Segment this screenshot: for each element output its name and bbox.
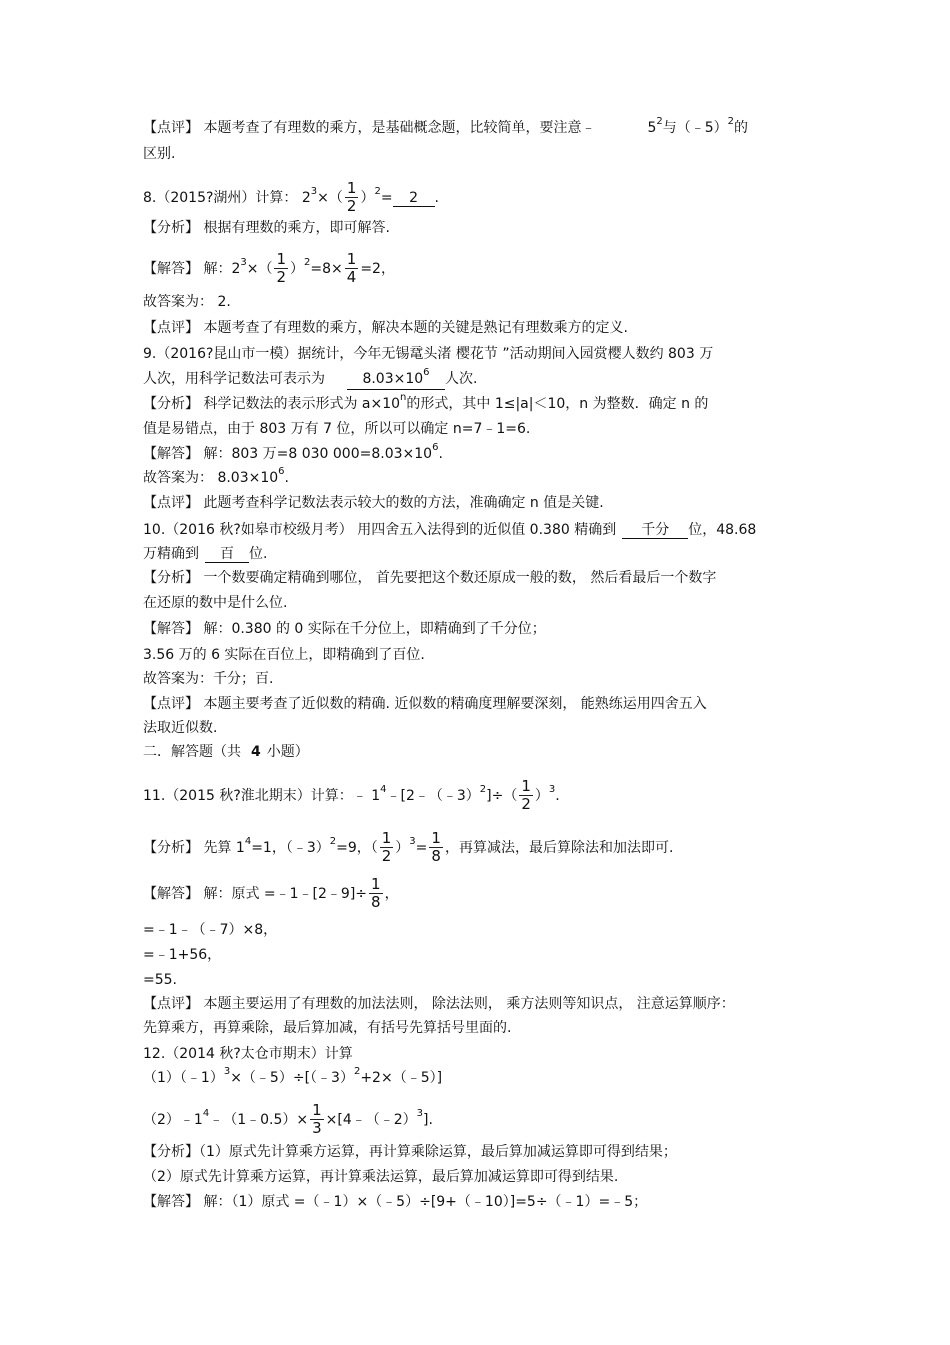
- answer-blank: [347, 367, 445, 390]
- text: 【点评】 本题主要考查了近似数的精确. 近似数的精确度理解要深刻， 能熟练运用四舍五入: [143, 696, 707, 712]
- text: ].: [423, 1111, 433, 1128]
- text: 小题）: [266, 744, 309, 760]
- fraction: [345, 251, 359, 286]
- fraction: [310, 1102, 324, 1137]
- superscript: 2: [353, 1066, 361, 1077]
- text: 万精确到: [143, 546, 199, 562]
- text: （2）﹣1: [143, 1111, 203, 1128]
- comment-line-2: [143, 144, 175, 164]
- text: .: [555, 787, 560, 804]
- numerator: 1: [521, 777, 531, 795]
- analysis-12-line-2: [143, 1167, 618, 1187]
- text: 【解答】 解：（1）原式 =（﹣1）×（﹣5）÷[9+（﹣10）]=5÷（﹣1）=﹣5；: [143, 1194, 648, 1210]
- text: 故答案为：千分；百.: [143, 671, 274, 687]
- text: 人次.: [445, 371, 478, 387]
- section-heading: [143, 742, 309, 762]
- text: =: [415, 839, 428, 856]
- text: =: [380, 189, 393, 206]
- denominator: 8: [371, 893, 381, 911]
- text: 故答案为： 8.03×10: [143, 470, 279, 486]
- text: 【解答】 解：803 万=8 030 000=8.03×10: [143, 446, 433, 462]
- denominator: 3: [312, 1119, 322, 1137]
- numerator: 1: [431, 829, 441, 847]
- text: 人次，用科学记数法可表示为: [143, 371, 325, 387]
- text: 值是易错点，由于 803 万有 7 位，所以可以确定 n=7﹣1=6.: [143, 421, 531, 437]
- text: ﹣[2﹣（﹣3）: [386, 787, 480, 804]
- superscript: 3: [409, 835, 416, 847]
- text: （2）原式先计算乘方运算，再计算乘法运算，最后算加减运算即可得到结果.: [143, 1169, 619, 1185]
- text: 【分析】 科学记数法的表示形式为 a×10: [143, 396, 401, 412]
- superscript: 3: [416, 1107, 424, 1119]
- superscript: 2: [727, 116, 735, 127]
- fraction: [369, 876, 383, 911]
- text: ×（: [317, 189, 343, 206]
- text: 【分析】 根据有理数的乘方，即可解答.: [143, 220, 390, 236]
- text: ，再算减法，最后算除法和加法即可.: [444, 839, 674, 856]
- question-12: [143, 1044, 353, 1064]
- analysis-10-line-2: [143, 593, 287, 613]
- text: 法取近似数.: [143, 720, 218, 736]
- text: 【点评】 本题考查了有理数的乘方，解决本题的关键是熟记有理数乘方的定义.: [143, 320, 628, 336]
- text: 4: [251, 744, 261, 760]
- answer-10: [143, 669, 273, 689]
- fraction: [429, 830, 443, 865]
- text: ，: [384, 885, 399, 902]
- answer-blank: 2: [393, 190, 435, 207]
- text: =2，: [360, 260, 395, 277]
- text: ）: [290, 260, 305, 277]
- numerator: 1: [381, 829, 392, 847]
- text: ﹣（1﹣0.5）×: [209, 1111, 309, 1128]
- text: .: [284, 470, 289, 486]
- text: 3.56 万的 6 实际在百位上，即精确到了百位.: [143, 647, 425, 663]
- superscript: 6: [278, 466, 285, 477]
- comment-10-line-1: [143, 694, 707, 714]
- denominator: 2: [346, 197, 357, 215]
- comment-11-line-2: [143, 1018, 511, 1038]
- question-10-line-1: [143, 520, 756, 540]
- text: 位，48.68: [688, 522, 757, 538]
- superscript: 2: [304, 256, 311, 268]
- fraction: [380, 830, 394, 865]
- text: ]÷（: [486, 787, 518, 804]
- analysis-9-line-2: [143, 419, 530, 439]
- denominator: 4: [346, 268, 357, 286]
- text: ×（: [246, 260, 273, 277]
- answer-9: [143, 468, 289, 490]
- text: 8.03×10: [362, 371, 424, 387]
- superscript: 3: [310, 185, 318, 197]
- solution-11-step-1: [143, 920, 277, 940]
- numerator: 1: [346, 250, 357, 268]
- superscript: 4: [244, 835, 252, 847]
- text: 在还原的数中是什么位.: [143, 595, 288, 611]
- numerator: 1: [346, 179, 357, 197]
- denominator: 2: [381, 847, 392, 865]
- text: =55.: [143, 972, 177, 988]
- analysis-12-line-1: [143, 1142, 677, 1162]
- superscript: 3: [240, 256, 247, 268]
- question-12-part-2: [143, 1102, 433, 1137]
- question-9-line-2: [143, 369, 477, 390]
- text: =9，（: [336, 839, 378, 856]
- text: 的: [734, 120, 749, 136]
- text: ）: [395, 839, 410, 856]
- text: 11.（2015 秋?淮北期末）计算：﹣ 1: [143, 787, 381, 804]
- comment-line-1: [143, 118, 748, 140]
- text: =﹣1﹣（﹣7）×8，: [143, 922, 278, 938]
- superscript: 4: [202, 1107, 210, 1119]
- text: +2×（﹣5）]: [360, 1070, 443, 1086]
- solution-10-line-2: [143, 645, 425, 665]
- text: =﹣1+56，: [143, 947, 222, 963]
- text: 5: [647, 120, 657, 136]
- comment-9: [143, 493, 604, 513]
- numerator: 1: [312, 1101, 322, 1119]
- text: ×[4﹣（﹣2）: [325, 1111, 417, 1128]
- question-9-line-1: [143, 344, 713, 364]
- answer-blank: 千分: [622, 522, 688, 539]
- question-11: [143, 778, 560, 813]
- comment-text: 【点评】 本题考查了有理数的乘方，是基础概念题，比较简单，要注意﹣: [143, 120, 596, 136]
- superscript: 3: [548, 783, 556, 795]
- denominator: 2: [521, 795, 531, 813]
- superscript: 4: [380, 783, 387, 795]
- text: ）: [534, 787, 549, 804]
- text: =1，（﹣3）: [251, 839, 330, 856]
- comment-10-line-2: [143, 718, 217, 738]
- denominator: 8: [431, 847, 441, 865]
- question-8: [143, 180, 439, 215]
- text: 【点评】 本题主要运用了有理数的加法法则， 除法法则， 乘方法则等知识点， 注意运算顺序：: [143, 996, 735, 1012]
- analysis-8: [143, 218, 390, 238]
- text: 的形式，其中 1≤|a|＜10，n 为整数．确定 n 的: [406, 396, 709, 412]
- text: 【解答】 解：0.380 的 0 实际在千分位上，即精确到了千分位；: [143, 621, 546, 637]
- text: 8.（2015?湖州）计算： 2: [143, 189, 311, 206]
- superscript: 6: [432, 442, 439, 453]
- text: 【点评】 此题考查科学记数法表示较大的数的方法，准确确定 n 值是关键.: [143, 495, 604, 511]
- text: 先算乘方，再算乘除，最后算加减，有括号先算括号里面的.: [143, 1020, 512, 1036]
- superscript: 3: [223, 1066, 231, 1077]
- solution-11-step-3: [143, 970, 177, 990]
- text: .: [438, 446, 443, 462]
- text: ×（﹣5）÷[（﹣3）: [230, 1070, 354, 1086]
- text: 9.（2016?昆山市一模）据统计，今年无锡鼋头渚 樱花节 ”活动期间入园赏樱人数约 803 万: [143, 346, 714, 362]
- text: 10.（2016 秋?如皋市校级月考） 用四舍五入法得到的近似值 0.380 精确到: [143, 522, 617, 538]
- superscript: n: [400, 392, 407, 403]
- text: 故答案为： 2.: [143, 294, 231, 310]
- solution-11: [143, 876, 399, 911]
- analysis-11: [143, 830, 673, 865]
- analysis-9-line-1: [143, 394, 708, 416]
- superscript: 2: [374, 185, 381, 197]
- solution-10-line-1: [143, 619, 546, 639]
- superscript: 6: [423, 367, 430, 378]
- text: 二．解答题（共: [143, 744, 241, 760]
- fraction: [345, 180, 359, 215]
- superscript: 2: [329, 835, 337, 847]
- text: 与（﹣5）: [662, 120, 728, 136]
- superscript: 2: [656, 116, 663, 127]
- superscript: 2: [479, 783, 487, 795]
- solution-11-step-2: [143, 945, 221, 965]
- text: ）: [360, 189, 375, 206]
- fraction: [519, 778, 533, 813]
- numerator: 1: [371, 875, 381, 893]
- text: 【分析】 先算 1: [143, 839, 245, 856]
- text: .: [434, 189, 439, 206]
- text: 【解答】 解：原式 =﹣1﹣[2﹣9]÷: [143, 885, 368, 902]
- solution-9: [143, 444, 443, 466]
- comment-8: [143, 318, 628, 338]
- text: 【分析】 一个数要确定精确到哪位， 首先要把这个数还原成一般的数， 然后看最后一个数字: [143, 570, 717, 586]
- answer-8: [143, 292, 231, 312]
- text: （1）（﹣1）: [143, 1070, 224, 1086]
- analysis-10-line-1: [143, 568, 716, 588]
- text: 位.: [249, 546, 268, 562]
- question-12-part-1: [143, 1068, 442, 1090]
- denominator: 2: [276, 268, 287, 286]
- text: 【分析】（1）原式先计算乘方运算，再计算乘除运算，最后算加减运算即可得到结果；: [143, 1144, 677, 1160]
- answer-blank: 百: [205, 546, 249, 563]
- fraction: [274, 251, 288, 286]
- solution-8: [143, 251, 395, 286]
- text: 区别.: [143, 146, 176, 162]
- text: 【解答】 解：2: [143, 260, 241, 277]
- question-10-line-2: [143, 544, 267, 564]
- solution-12-line-1: [143, 1192, 647, 1212]
- text: =8×: [310, 260, 343, 277]
- text: 12.（2014 秋?太仓市期末）计算: [143, 1046, 353, 1062]
- numerator: 1: [276, 250, 287, 268]
- comment-11-line-1: [143, 994, 735, 1014]
